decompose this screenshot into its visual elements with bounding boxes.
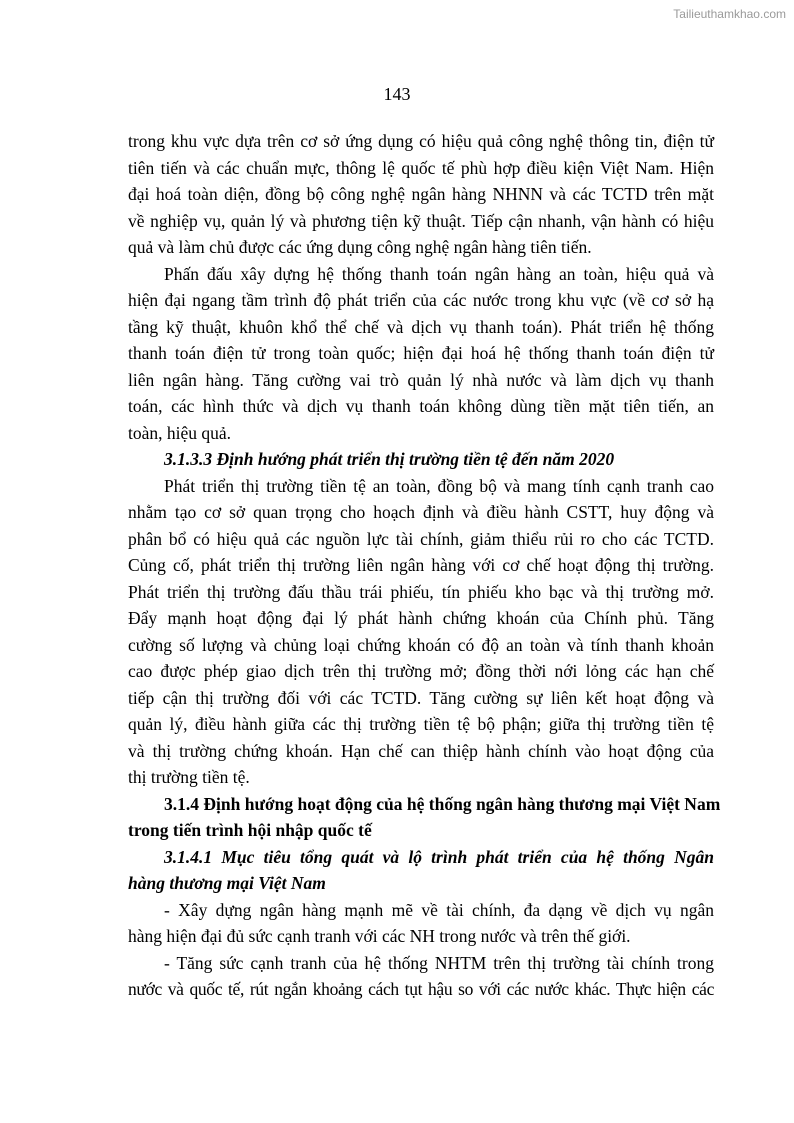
text-line: Phấn đấu xây dựng hệ thống thanh toán ngân hàng an toàn, hiệu quả và xyxy=(164,263,714,284)
text-line: hiện đại ngang tầm trình độ phát triển của các nước trong khu vực (về cơ sở hạ xyxy=(128,290,714,310)
text-line: trong khu vực dựa trên cơ sở ứng dụng có hiệu quả công nghệ thông tin, điện tử xyxy=(128,131,714,151)
text-line: 3.1.4.1 Mục tiêu tổng quát và lộ trình phát triển của hệ thống Ngân xyxy=(164,846,714,867)
text-line: - Tăng sức cạnh tranh của hệ thống NHTM trên thị trường tài chính trong xyxy=(164,952,714,973)
text-line: trong tiến trình hội nhập quốc tế xyxy=(128,820,372,840)
text-line: Phát triển thị trường tiền tệ an toàn, đồng bộ và mang tính cạnh tranh cao xyxy=(164,475,714,496)
text-line: đại hoá toàn diện, đồng bộ công nghệ ngân hàng NHNN và các TCTD trên mặt xyxy=(128,184,714,204)
bullet-item xyxy=(128,950,714,1003)
text-line: nước và quốc tế, rút ngắn khoảng cách tụt hậu so với các nước khác. Thực hiện các xyxy=(128,979,714,999)
text-line: thị trường tiền tệ. xyxy=(128,767,250,787)
text-line: về nghiệp vụ, quản lý và phương tiện kỹ thuật. Tiếp cận nhanh, vận hành có hiệu xyxy=(128,210,714,231)
text-line: phân bổ có hiệu quả các nguồn lực tài chính, giảm thiểu rủi ro cho các TCTD. xyxy=(128,528,714,549)
text-line: quản lý, điều hành giữa các thị trường tiền tệ bộ phận; giữa thị trường tiền tệ xyxy=(128,714,714,734)
section-heading-3-1-4-1 xyxy=(128,844,714,897)
text-line: 3.1.4 Định hướng hoạt động của hệ thống ngân hàng thương mại Việt Nam xyxy=(164,793,721,814)
text-line: liên ngân hàng. Tăng cường vai trò quản lý nhà nước và làm dịch vụ thanh xyxy=(128,369,714,390)
section-heading-3-1-3-3 xyxy=(128,446,714,473)
text-line: toán, các hình thức và dịch vụ thanh toán không dùng tiền mặt tiên tiến, an xyxy=(128,396,714,416)
text-line: Đẩy mạnh hoạt động đại lý phát hành chứng khoán của Chính phủ. Tăng xyxy=(128,608,714,628)
text-line: hàng thương mại Việt Nam xyxy=(128,873,326,893)
paragraph xyxy=(128,128,714,261)
page-number: 143 xyxy=(383,84,411,104)
text-line: Phát triển thị trường đấu thầu trái phiếu, tín phiếu kho bạc và thị trường mở. xyxy=(128,581,714,602)
watermark: Tailieuthamkhao.com xyxy=(673,7,786,21)
text-line: cường số lượng và chủng loại chứng khoán có độ an toàn và tính thanh khoản xyxy=(128,634,714,655)
text-line: quả và làm chủ được các ứng dụng công nghệ ngân hàng tiên tiến. xyxy=(128,237,592,257)
text-line: tiếp cận thị trường đối với các TCTD. Tăng cường sự liên kết hoạt động và xyxy=(128,687,714,708)
paragraph xyxy=(128,261,714,447)
section-heading-3-1-4 xyxy=(128,791,721,844)
text-line: hàng hiện đại đủ sức cạnh tranh với các NH trong nước và trên thế giới. xyxy=(128,926,631,946)
text-line: 3.1.3.3 Định hướng phát triển thị trường tiền tệ đến năm 2020 xyxy=(164,449,615,469)
text-line: - Xây dựng ngân hàng mạnh mẽ về tài chính, đa dạng về dịch vụ ngân xyxy=(164,899,714,920)
paragraph xyxy=(128,473,714,791)
text-line: toàn, hiệu quả. xyxy=(128,422,232,443)
text-line: nhằm tạo cơ sở quan trọng cho hoạch định và điều hành CSTT, huy động và xyxy=(128,502,714,522)
text-line: Củng cố, phát triển thị trường liên ngân hàng với cơ chế hoạt động thị trường. xyxy=(128,555,714,575)
text-line: cao được phép giao dịch trên thị trường mở; đồng thời nới lỏng các hạn chế xyxy=(128,661,714,681)
text-line: và thị trường chứng khoán. Hạn chế can thiệp hành chính vào hoạt động của xyxy=(128,740,714,761)
bullet-item xyxy=(128,897,714,950)
document-body xyxy=(128,128,721,1003)
text-line: thanh toán điện tử trong toàn quốc; hiện đại hoá hệ thống thanh toán điện tử xyxy=(128,343,714,363)
text-line: tiên tiến và các chuẩn mực, thông lệ quốc tế phù hợp điều kiện Việt Nam. Hiện xyxy=(128,157,714,178)
text-line: tầng kỹ thuật, khuôn khổ thể chế và dịch vụ thanh toán). Phát triển hệ thống xyxy=(128,316,714,337)
